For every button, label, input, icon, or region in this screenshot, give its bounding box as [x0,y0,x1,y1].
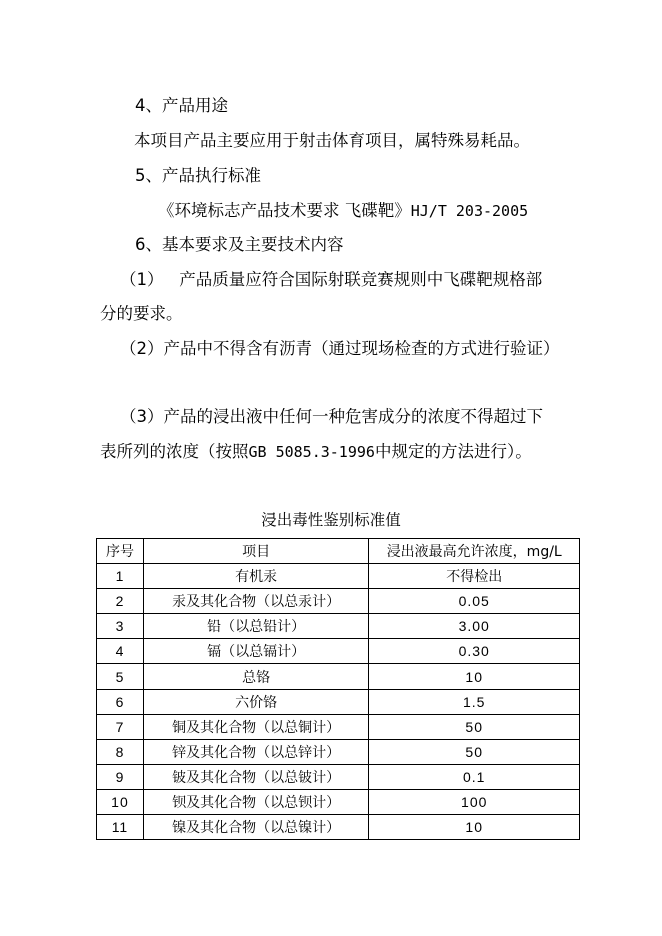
cell-index: 3 [97,614,144,639]
cell-index: 10 [97,789,144,814]
cell-limit: 0.30 [369,639,580,664]
cell-index: 9 [97,764,144,789]
item-3-line-2 [100,444,532,461]
cell-item: 六价铬 [143,689,369,714]
item-3-line-1: （3）产品的浸出液中任何一种危害成分的浓度不得超过下 [120,407,543,426]
section-4-title: 4、产品用途 [135,96,228,115]
item-1-line-2: 分的要求。 [100,304,183,323]
item-1-line-1: （1） 产品质量应符合国际射联竞赛规则中飞碟靶规格部 [120,270,543,289]
table-header-row [97,539,580,564]
item-3-text-a: 表所列的浓度（按照 [100,442,249,461]
header-index: 序号 [97,539,144,564]
section-4-body: 本项目产品主要应用于射击体育项目，属特殊易耗品。 [134,131,530,150]
cell-index: 2 [97,589,144,614]
cell-item: 钡及其化合物（以总钡计） [143,789,369,814]
table-row [97,789,580,814]
table-row [97,764,580,789]
table-row [97,664,580,689]
table-row [97,689,580,714]
cell-item: 铍及其化合物（以总铍计） [143,764,369,789]
header-limit: 浸出液最高允许浓度，mg/L [369,539,580,564]
section-5-title: 5、产品执行标准 [135,166,261,185]
header-item: 项目 [143,539,369,564]
cell-limit: 100 [369,789,580,814]
table-row [97,815,580,840]
leaching-toxicity-table [96,538,580,840]
standard-code: HJ/T 203-2005 [410,202,529,220]
item-3-text-b: 中规定的方法进行）。 [374,442,532,461]
cell-item: 铅（以总铅计） [143,614,369,639]
section-6-title: 6、基本要求及主要技术内容 [135,235,344,254]
cell-limit: 3.00 [369,614,580,639]
cell-index: 5 [97,664,144,689]
cell-item: 有机汞 [143,564,369,589]
cell-index: 7 [97,714,144,739]
table-caption: 浸出毒性鉴别标准值 [261,511,401,529]
item-3-code: GB 5085.3-1996 [248,443,375,461]
table-row [97,639,580,664]
section-5-standard [158,203,528,220]
cell-limit: 不得检出 [369,564,580,589]
table-row [97,714,580,739]
cell-limit: 50 [369,739,580,764]
cell-limit: 50 [369,714,580,739]
standard-name: 《环境标志产品技术要求 飞碟靶》 [158,201,411,220]
cell-item: 铜及其化合物（以总铜计） [143,714,369,739]
cell-index: 1 [97,564,144,589]
table-row [97,739,580,764]
cell-item: 总铬 [143,664,369,689]
cell-item: 镉（以总镉计） [143,639,369,664]
cell-limit: 10 [369,815,580,840]
cell-index: 4 [97,639,144,664]
cell-limit: 10 [369,664,580,689]
cell-index: 8 [97,739,144,764]
cell-limit: 0.1 [369,764,580,789]
cell-limit: 0.05 [369,589,580,614]
item-2: （2）产品中不得含有沥青（通过现场检查的方式进行验证） [120,339,560,358]
table-row [97,564,580,589]
table-row [97,614,580,639]
cell-index: 6 [97,689,144,714]
cell-item: 汞及其化合物（以总汞计） [143,589,369,614]
cell-item: 锌及其化合物（以总锌计） [143,739,369,764]
cell-limit: 1.5 [369,689,580,714]
table-row [97,589,580,614]
cell-index: 11 [97,815,144,840]
cell-item: 镍及其化合物（以总镍计） [143,815,369,840]
